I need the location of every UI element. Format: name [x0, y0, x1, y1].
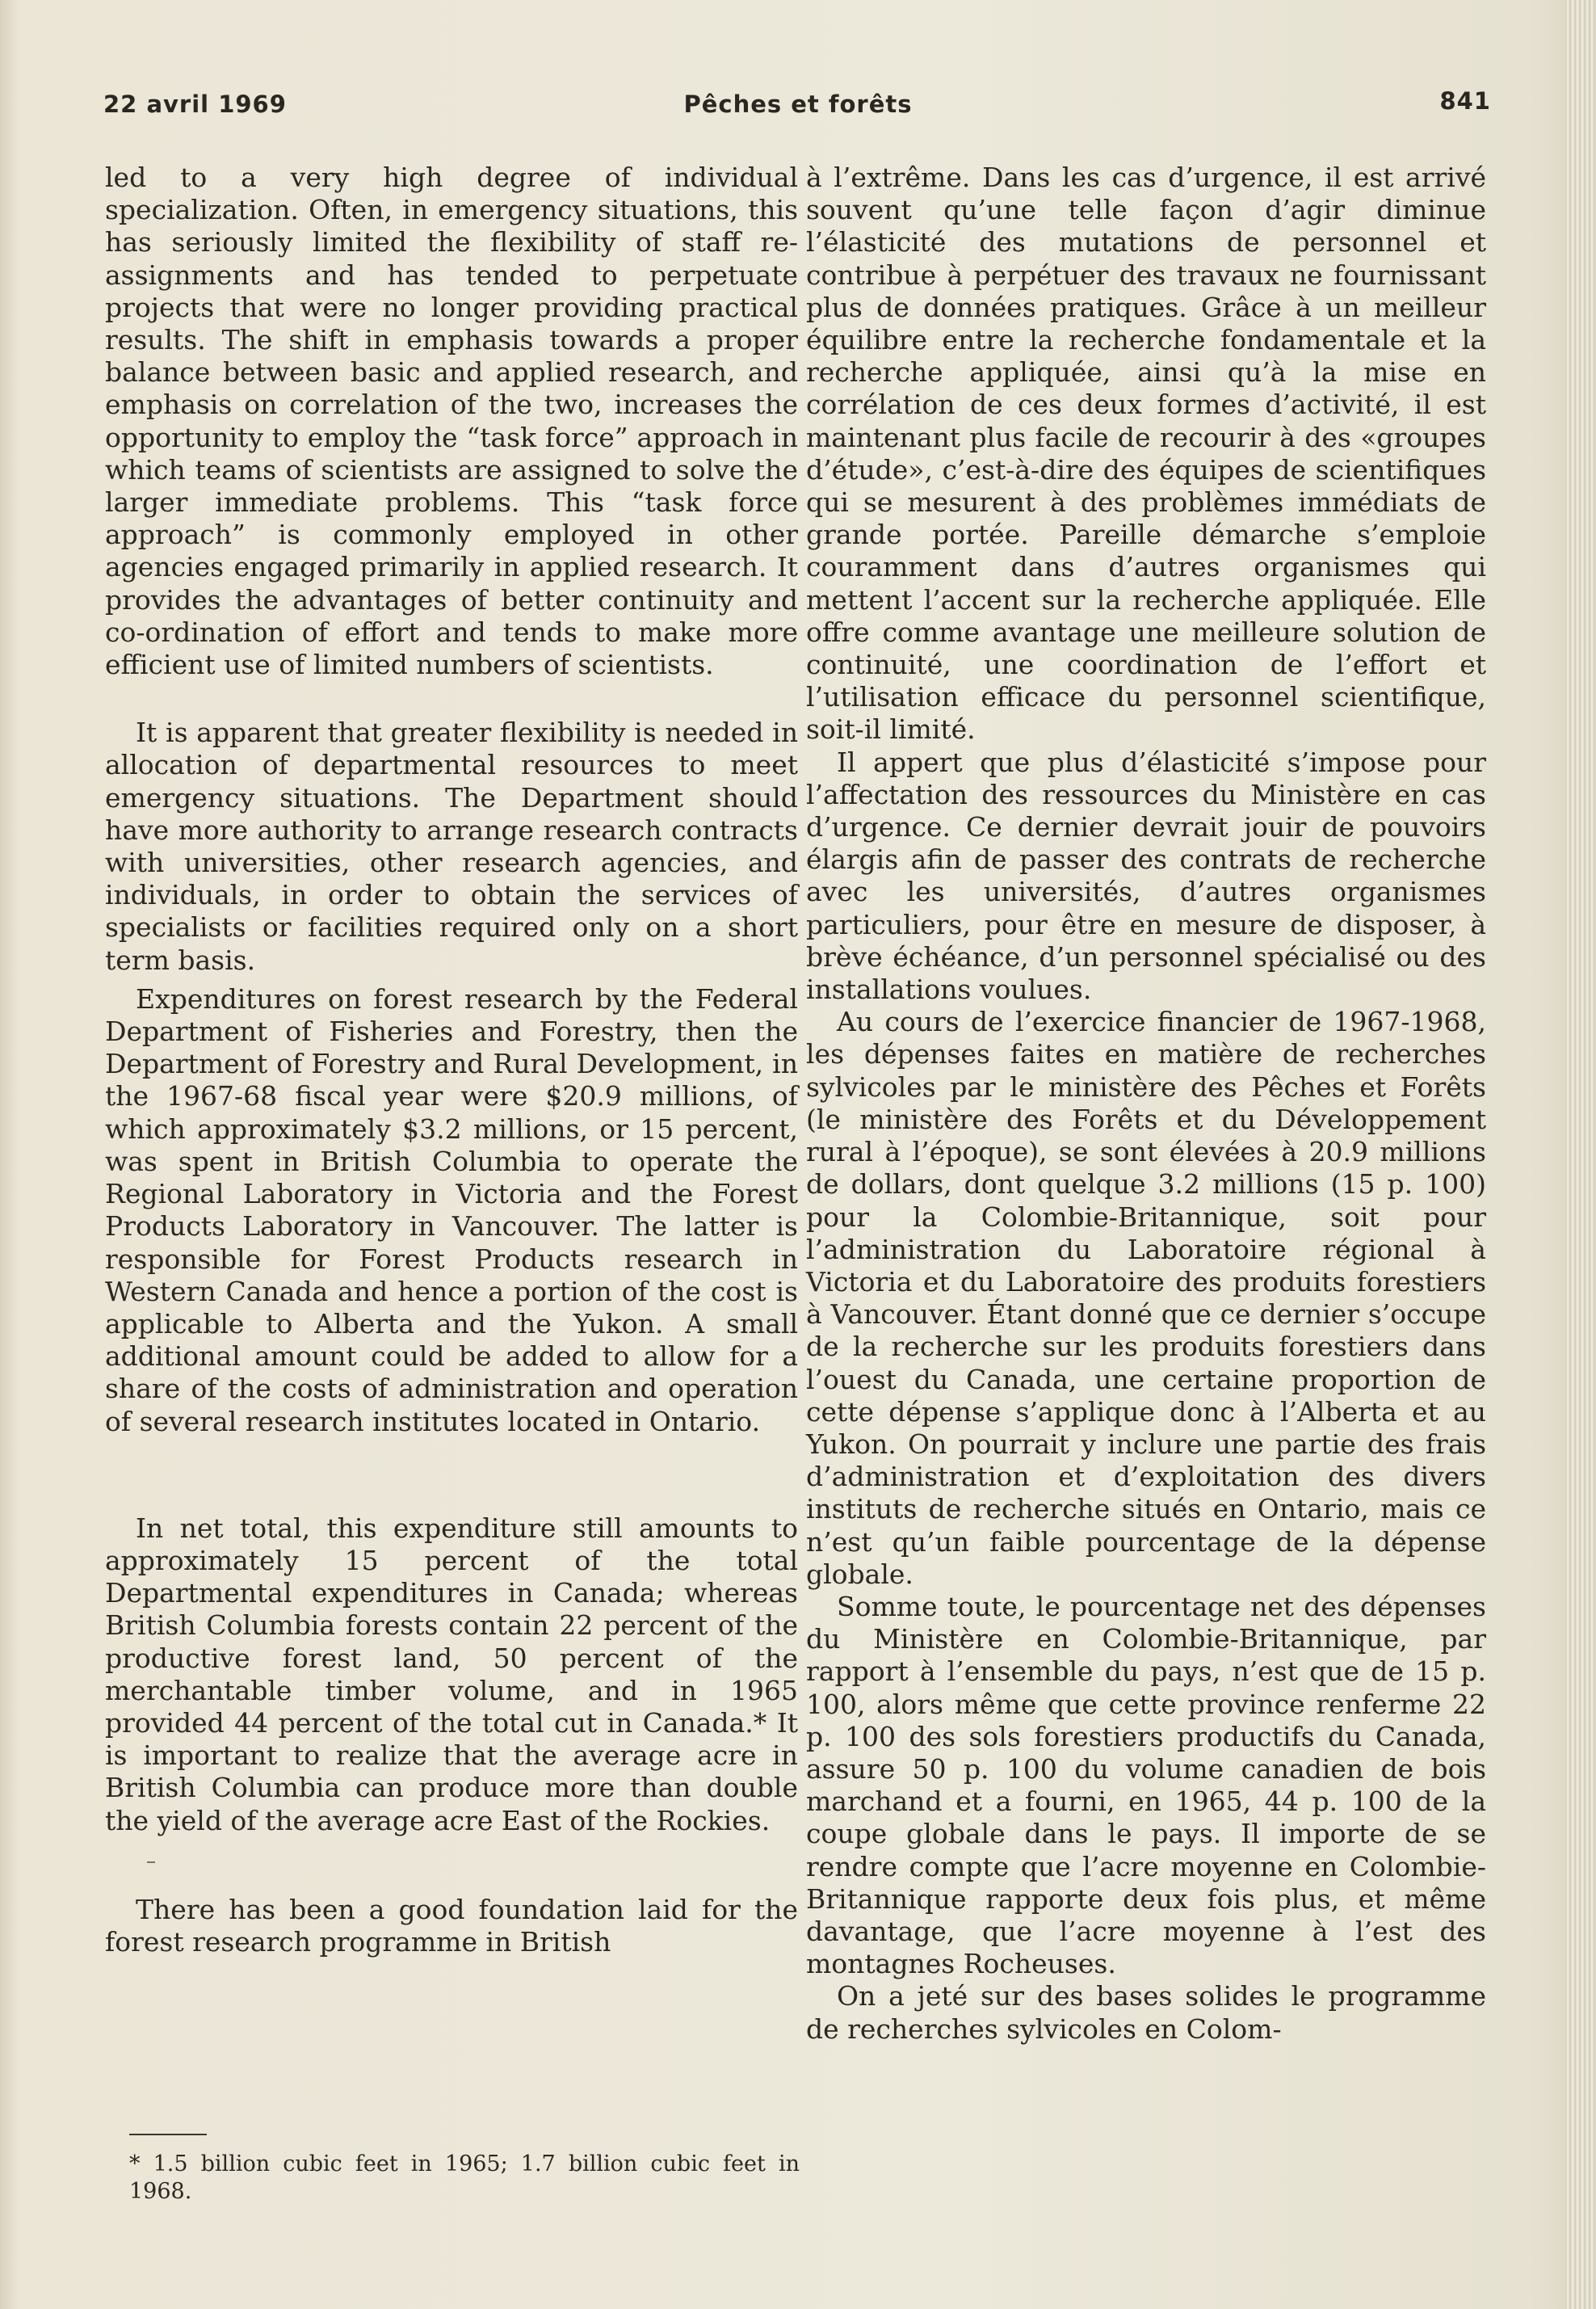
page-edge: [1565, 0, 1596, 2309]
fr-paragraph-4: Somme toute, le pourcentage net des dépenses du Ministère en Colombie-Britannique, par rapport à l’ensemble du pays, n’est que de 15 p. 100, alors même que cette province renferme 22 p. 100 des sols forestiers productifs du Canada, assure 50 p. 100 du volume canadien de bois marchand et a fourni, en 1965, 44 p. 100 de la coupe globale dans le pays. Il importe de se rendre compte que l’acre moyenne en Colombie-Britannique rapporte deux fois plus, et même davantage, que l’acre moyenne à l’est des montagnes Rocheuses.: [806, 1590, 1486, 1980]
fr-paragraph-1: à l’extrême. Dans les cas d’urgence, il est arrivé souvent qu’une telle façon d’agir diminue l’élasticité des mutations de personnel et contribue à perpétuer des travaux ne fournissant plus de données pratiques. Grâce à un meilleur équilibre entre la recherche fondamentale et la recherche appliquée, ainsi qu’à la mise en corrélation de ces deux formes d’activité, il est maintenant plus facile de recourir à des «groupes d’étude», c’est-à-dire des équipes de scientifiques qui se mesurent à des problèmes immédiats de grande portée. Pareille démarche s’emploie couramment dans d’autres organismes qui mettent l’accent sur la recherche appliquée. Elle offre comme avantage une meilleure solution de continuité, une coordination de l’effort et l’utilisation efficace du personnel scientifique, soit-il limité.: [806, 162, 1486, 746]
footnote: [129, 2151, 800, 2206]
en-paragraph-1: led to a very high degree of individual specialization. Often, in emergency situations, this has seriously limited the flexibility of staff re-assignments and has tended to perpetuate projects that were no longer providing practical results. The shift in emphasis towards a proper balance between basic and applied research, and emphasis on correlation of the two, increases the opportunity to employ the “task force” approach in which teams of scientists are assigned to solve the larger immediate problems. This “task force approach” is commonly employed in other agencies engaged primarily in applied research. It provides the advantages of better continuity and co-ordination of effort and tends to make more efficient use of limited numbers of scientists.: [105, 162, 798, 681]
stray-mark: [147, 1861, 155, 1863]
english-column: [105, 162, 798, 1958]
fr-paragraph-3: Au cours de l’exercice financier de 1967-1968, les dépenses faites en matière de recherches sylvicoles par le ministère des Pêches et Forêts (le ministère des Forêts et du Développement rural à l’époque), se sont élevées à 20.9 millions de dollars, dont quelque 3.2 millions (15 p. 100) pour la Colombie-Britannique, soit pour l’administration du Laboratoire régional à Victoria et du Laboratoire des produits forestiers à Vancouver. Étant donné que ce dernier s’occupe de la recherche sur les produits forestiers dans l’ouest du Canada, une certaine proportion de cette dépense s’applique donc à l’Alberta et au Yukon. On pourrait y inclure une partie des frais d’administration et d’exploitation des divers instituts de recherche situés en Ontario, mais ce n’est qu’un faible pourcentage de la dépense globale.: [806, 1006, 1486, 1590]
footnote-rule: [129, 2134, 207, 2135]
en-paragraph-2: It is apparent that greater flexibility is needed in allocation of departmental resources to meet emergency situations. The Department should have more authority to arrange research contracts with universities, other research agencies, and individuals, in order to obtain the services of specialists or facilities required only on a short term basis.: [105, 717, 798, 976]
running-header: [103, 87, 1491, 131]
page-number: 841: [1439, 87, 1491, 115]
en-paragraph-5: There has been a good foundation laid for the forest research programme in British: [105, 1893, 798, 1958]
fr-paragraph-5: On a jeté sur des bases solides le programme de recherches sylvicoles en Colom-: [806, 1980, 1486, 2045]
french-column: [806, 162, 1486, 2046]
en-paragraph-4: In net total, this expenditure still amounts to approximately 15 percent of the total Departmental expenditures in Canada; whereas British Columbia forests contain 22 percent of the productive forest land, 50 percent of the merchantable timber volume, and in 1965 provided 44 percent of the total cut in Canada.* It is important to realize that the average acre in British Columbia can produce more than double the yield of the average acre East of the Rockies.: [105, 1512, 798, 1836]
fr-paragraph-2: Il appert que plus d’élasticité s’impose pour l’affectation des ressources du Ministère en cas d’urgence. Ce dernier devrait jouir de pouvoirs élargis afin de passer des contrats de recherche avec les universités, d’autres organismes particuliers, pour être en mesure de disposer, à brève échéance, d’un personnel spécialisé ou des installations voulues.: [806, 746, 1486, 1006]
en-paragraph-3: Expenditures on forest research by the Federal Department of Fisheries and Forestry, then the Department of Forestry and Rural Development, in the 1967-68 fiscal year were $20.9 millions, of which approximately $3.2 millions, or 15 percent, was spent in British Columbia to operate the Regional Laboratory in Victoria and the Forest Products Laboratory in Vancouver. The latter is responsible for Forest Products research in Western Canada and hence a portion of the cost is applicable to Alberta and the Yukon. A small additional amount could be added to allow for a share of the costs of administration and operation of several research institutes located in Ontario.: [105, 982, 798, 1437]
header-date: 22 avril 1969: [103, 90, 287, 118]
footnote-text: * 1.5 billion cubic feet in 1965; 1.7 billion cubic feet in 1968.: [129, 2151, 800, 2204]
header-title: Pêches et forêts: [683, 90, 913, 118]
